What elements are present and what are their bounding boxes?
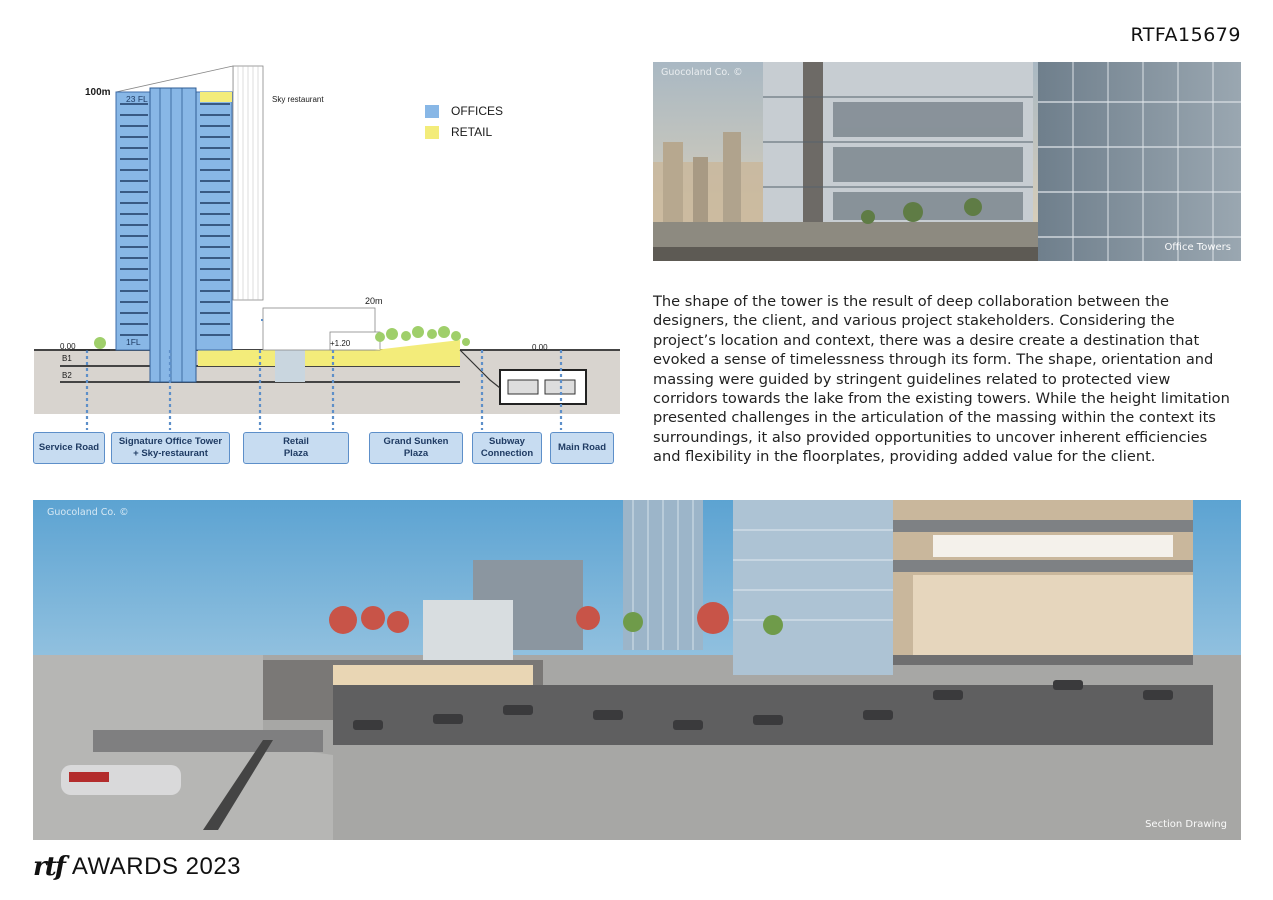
- sky-restaurant-band: [200, 92, 232, 102]
- sky-restaurant-label: Sky restaurant: [272, 95, 324, 104]
- callout-retail-line1: Retail: [283, 436, 309, 447]
- podium-height-label: 20m: [365, 296, 383, 306]
- legend-item-retail: [425, 125, 503, 139]
- reference-code: RTFA15679: [1130, 24, 1241, 46]
- awards-2023-text: AWARDS 2023: [71, 853, 242, 880]
- callout-sunken-line2: Plaza: [403, 448, 429, 459]
- callout-service-road: [33, 432, 105, 464]
- callout-service-road-line1: Service Road: [38, 442, 100, 453]
- callout-subway-line1: Subway: [489, 436, 525, 447]
- callout-signature-line1: Signature Office Tower: [118, 436, 223, 447]
- section-diagram-drawing: [30, 60, 630, 470]
- level-mid-label: +1.20: [330, 339, 351, 348]
- callout-subway-connection: [472, 432, 542, 464]
- bottom-photo-caption: Section Drawing: [1145, 819, 1227, 830]
- floor-top-label: 23 FL: [126, 94, 148, 104]
- tower-core: [150, 88, 196, 382]
- level-right-label: 0.00: [532, 343, 548, 352]
- callout-grand-sunken-plaza: [369, 432, 463, 464]
- legend-swatch-retail: [425, 126, 439, 139]
- callout-subway-line2: Connection: [480, 448, 534, 459]
- callout-retail-line2: Plaza: [283, 448, 309, 459]
- section-diagram: [30, 60, 630, 470]
- callout-signature-office-tower: [111, 432, 230, 464]
- section-drawing-photo: [33, 500, 1241, 840]
- legend-item-offices: [425, 104, 503, 118]
- basement-1-label: B1: [62, 354, 72, 363]
- legend: [425, 104, 503, 139]
- height-top-label: 100m: [85, 87, 111, 98]
- rtf-awards-logo: [33, 852, 241, 882]
- section-drawing-render: [33, 500, 1241, 840]
- office-towers-photo: [653, 62, 1241, 261]
- basement-2-label: B2: [62, 371, 72, 380]
- top-photo-credit: Guocoland Co. ©: [661, 67, 743, 78]
- top-photo-caption: Office Towers: [1164, 242, 1231, 253]
- legend-swatch-offices: [425, 105, 439, 118]
- office-towers-render: [653, 62, 1241, 261]
- rtf-logo-mark: rtf: [33, 852, 64, 882]
- callout-retail-plaza: [243, 432, 349, 464]
- callout-signature-line2: + Sky-restaurant: [133, 448, 208, 459]
- callout-main-road-line1: Main Road: [557, 442, 607, 453]
- legend-label-retail: RETAIL: [451, 125, 493, 139]
- callout-sunken-line1: Grand Sunken: [383, 436, 449, 447]
- level-left-label: 0.00: [60, 342, 76, 351]
- retail-band: [198, 350, 460, 366]
- floor-bottom-label: 1FL: [126, 337, 141, 347]
- legend-label-offices: OFFICES: [451, 104, 504, 118]
- bottom-photo-credit: Guocoland Co. ©: [47, 507, 129, 518]
- callout-main-road: [550, 432, 614, 464]
- project-description: The shape of the tower is the result of deep collaboration between the designers, the client, and various project stakeholders. Considering the project’s location and context, there was a desire create a destination that evoked a sense of timelessness through its form. The shape, orientation and massing were guided by stringent guidelines related to protected view corridors towards the lake from the existing towers. While the height limitation presented challenges in the articulation of the massing within the context its surroundings, it also provided opportunities to uncover inherent efficiencies and flexibility in the floorplates, providing added value for the client.: [653, 293, 1230, 466]
